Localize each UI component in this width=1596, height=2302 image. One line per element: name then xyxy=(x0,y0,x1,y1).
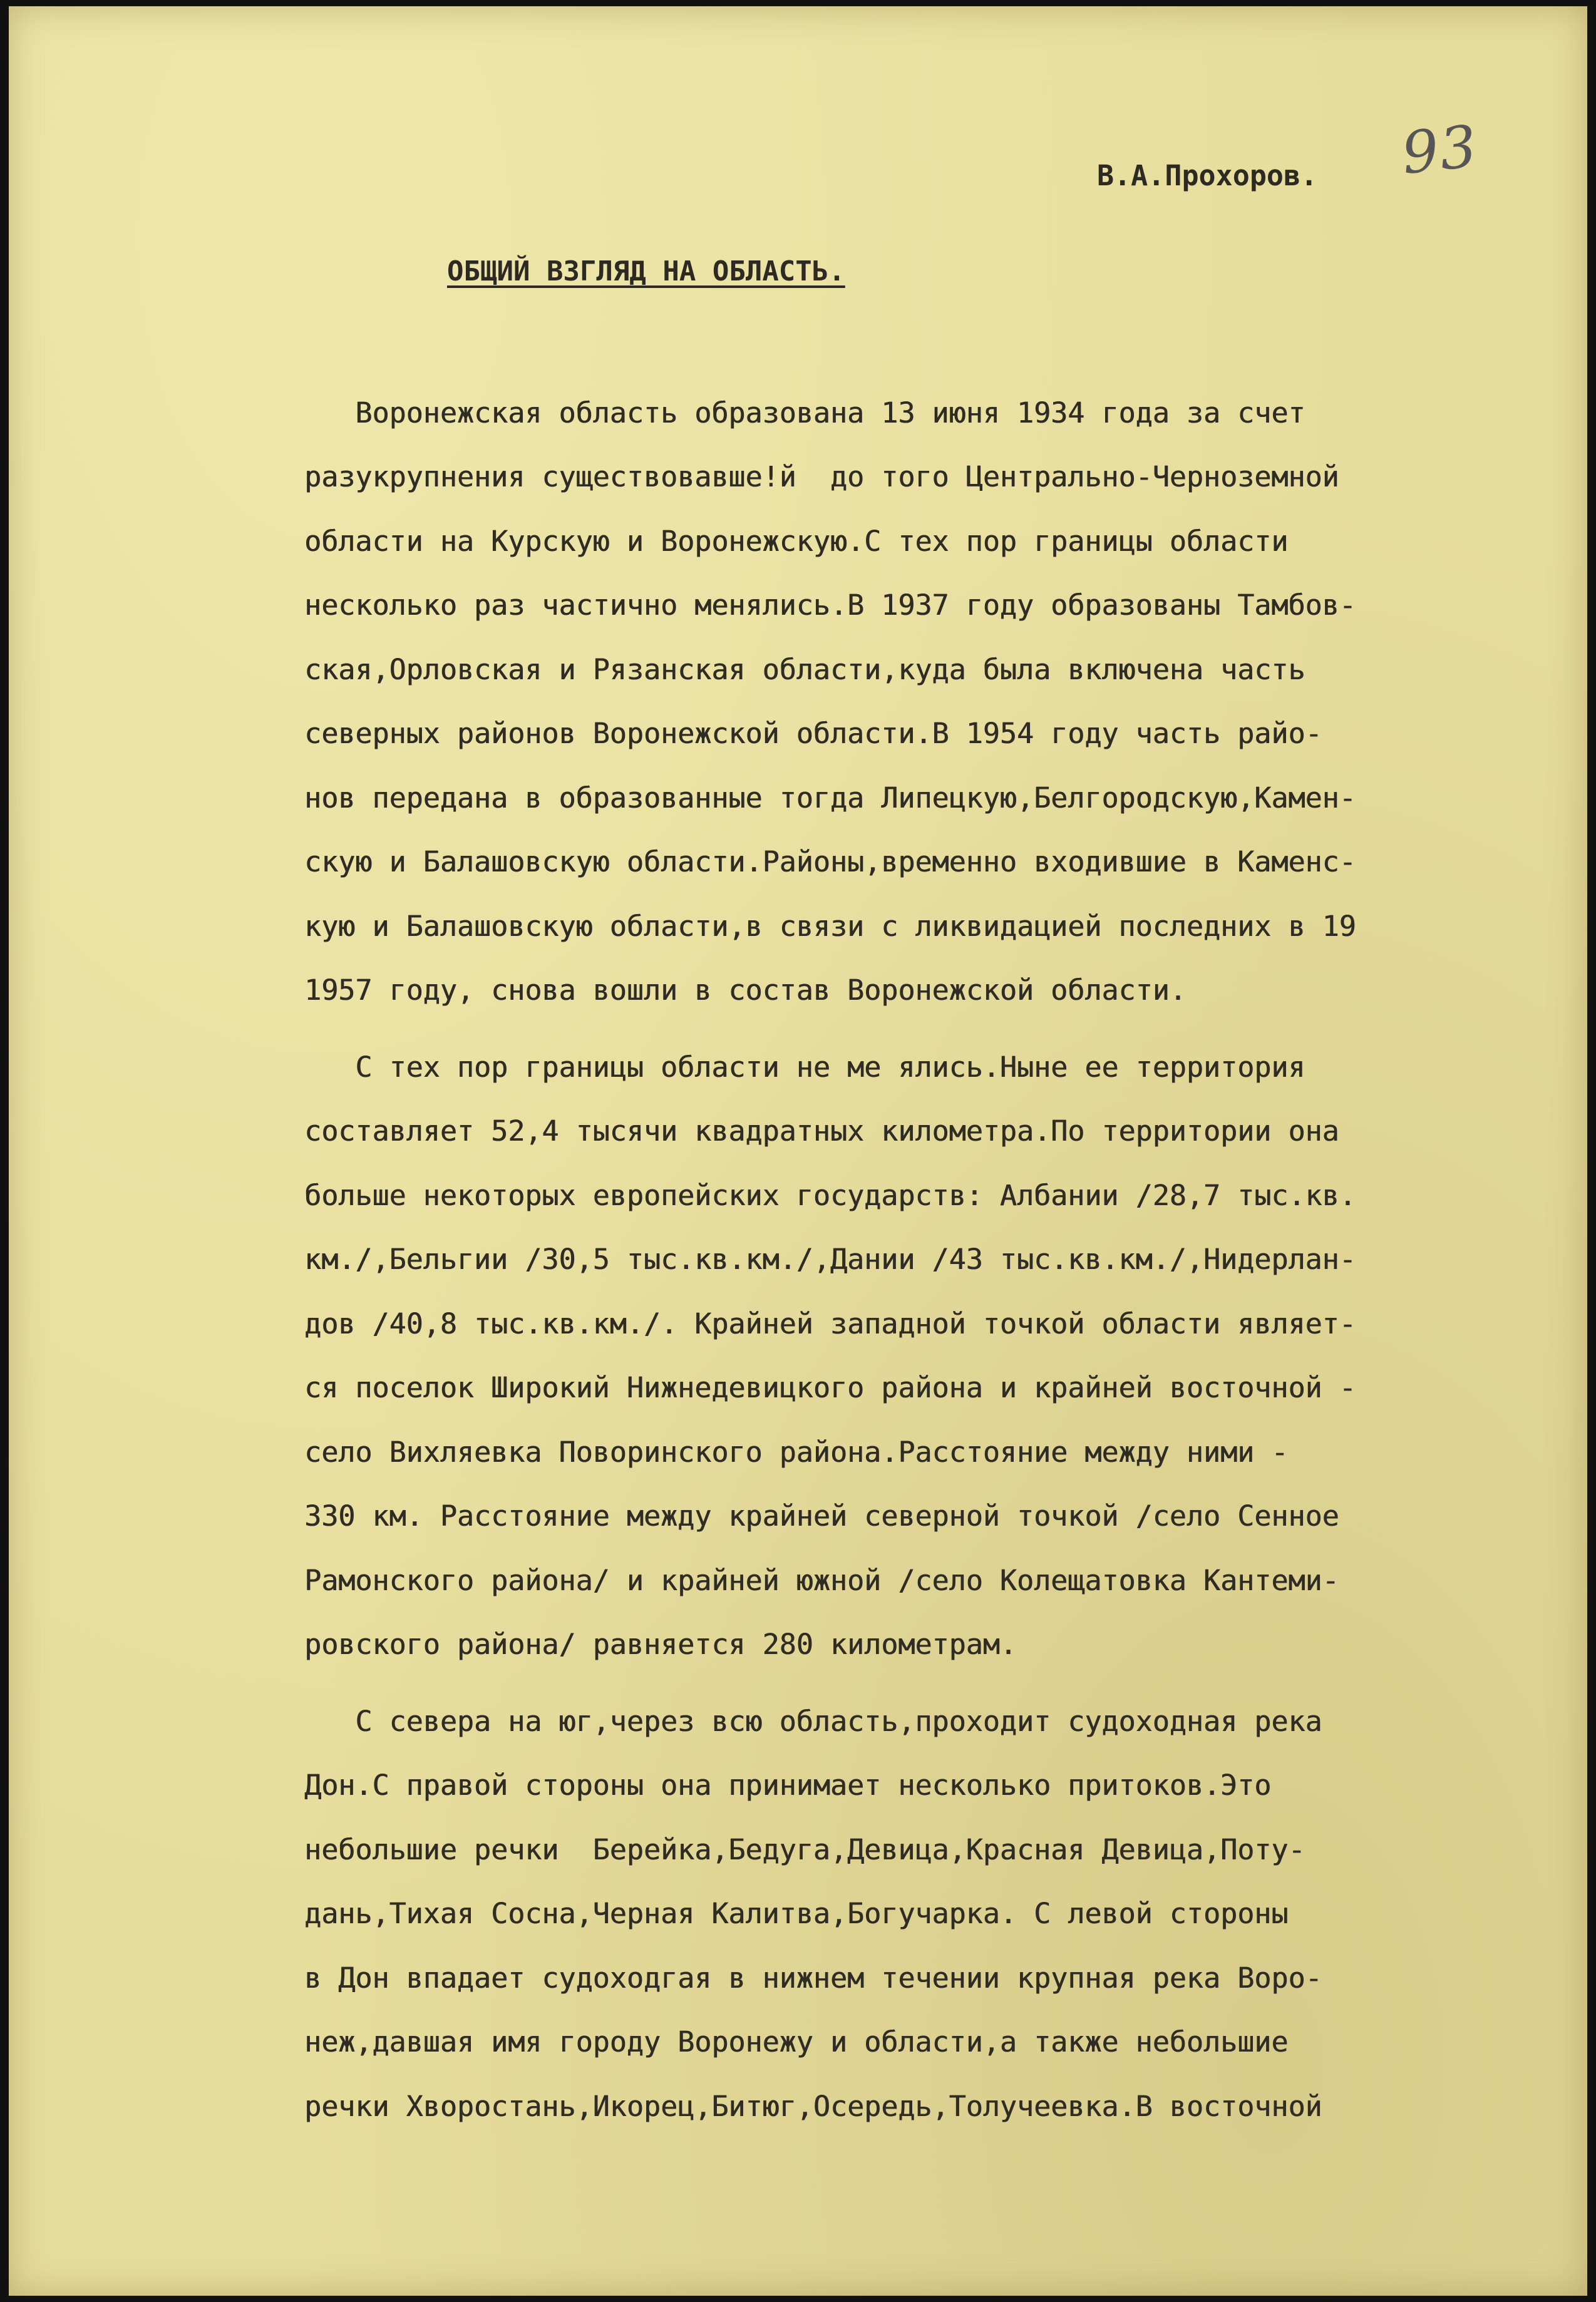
text-line: северных районов Воронежской области.В 1954 году часть райо- xyxy=(304,717,1322,750)
text-line: области на Курскую и Воронежскую.С тех пор границы области xyxy=(304,525,1289,558)
text-line: 330 км. Расстояние между крайней северной точкой /село Сенное xyxy=(304,1499,1339,1533)
document-title: ОБЩИЙ ВЗГЛЯД НА ОБЛАСТЬ. xyxy=(447,255,845,287)
text-line: скую и Балашовскую области.Районы,временно входившие в Каменс- xyxy=(304,845,1356,878)
text-line: больше некоторых европейских государств: Албании /28,7 тыс.кв. xyxy=(304,1179,1356,1212)
text-line: речки Хворостань,Икорец,Битюг,Осередь,Толучеевка.В восточной xyxy=(304,2090,1322,2123)
text-line: несколько раз частично менялись.В 1937 году образованы Тамбов- xyxy=(304,588,1356,622)
text-line: ся поселок Широкий Нижнедевицкого района и крайней восточной - xyxy=(304,1371,1356,1404)
text-line: С севера на юг,через всю область,проходит судоходная река xyxy=(304,1705,1322,1738)
text-line: кую и Балашовскую области,в связи с ликвидацией последних в 19 xyxy=(304,910,1356,943)
document-page xyxy=(9,6,1587,2296)
text-line: ровского района/ равняется 280 километрам. xyxy=(304,1628,1017,1661)
text-line: км./,Бельгии /30,5 тыс.кв.км./,Дании /43 тыс.кв.км./,Нидерлан- xyxy=(304,1243,1356,1276)
author-name: В.А.Прохоров. xyxy=(1097,159,1318,192)
text-line: нов передана в образованные тогда Липецкую,Белгородскую,Камен- xyxy=(304,781,1356,814)
text-line: С тех пор границы области не ме ялись.Ныне ее территория xyxy=(304,1051,1305,1084)
text-line: составляет 52,4 тысячи квадратных километра.По территории она xyxy=(304,1114,1339,1148)
text-line: Воронежская область образована 13 июня 1934 года за счет xyxy=(304,396,1305,429)
text-line: Дон.С правой стороны она принимает несколько притоков.Это xyxy=(304,1769,1272,1802)
text-line: дань,Тихая Сосна,Черная Калитва,Богучарка. С левой стороны xyxy=(304,1897,1289,1930)
text-line: небольшие речки Берейка,Бедуга,Девица,Красная Девица,Поту- xyxy=(304,1833,1305,1866)
text-line: 1957 году, снова вошли в состав Воронежской области. xyxy=(304,974,1187,1007)
text-line: в Дон впадает судоходгая в нижнем течении крупная река Воро- xyxy=(304,1961,1322,1995)
text-line: Рамонского района/ и крайней южной /село Колещатовка Кантеми- xyxy=(304,1564,1339,1597)
text-line: неж,давшая имя городу Воронежу и области,а также небольшие xyxy=(304,2025,1289,2058)
text-line: ская,Орловская и Рязанская области,куда была включена часть xyxy=(304,653,1305,686)
text-line: село Вихляевка Поворинского района.Расстояние между ними - xyxy=(304,1436,1289,1469)
folio-number: 93 xyxy=(1398,112,1481,188)
text-line: разукрупнения существовавше!й до того Центрально-Черноземной xyxy=(304,460,1339,493)
text-line: дов /40,8 тыс.кв.км./. Крайней западной точкой области являет- xyxy=(304,1307,1356,1340)
